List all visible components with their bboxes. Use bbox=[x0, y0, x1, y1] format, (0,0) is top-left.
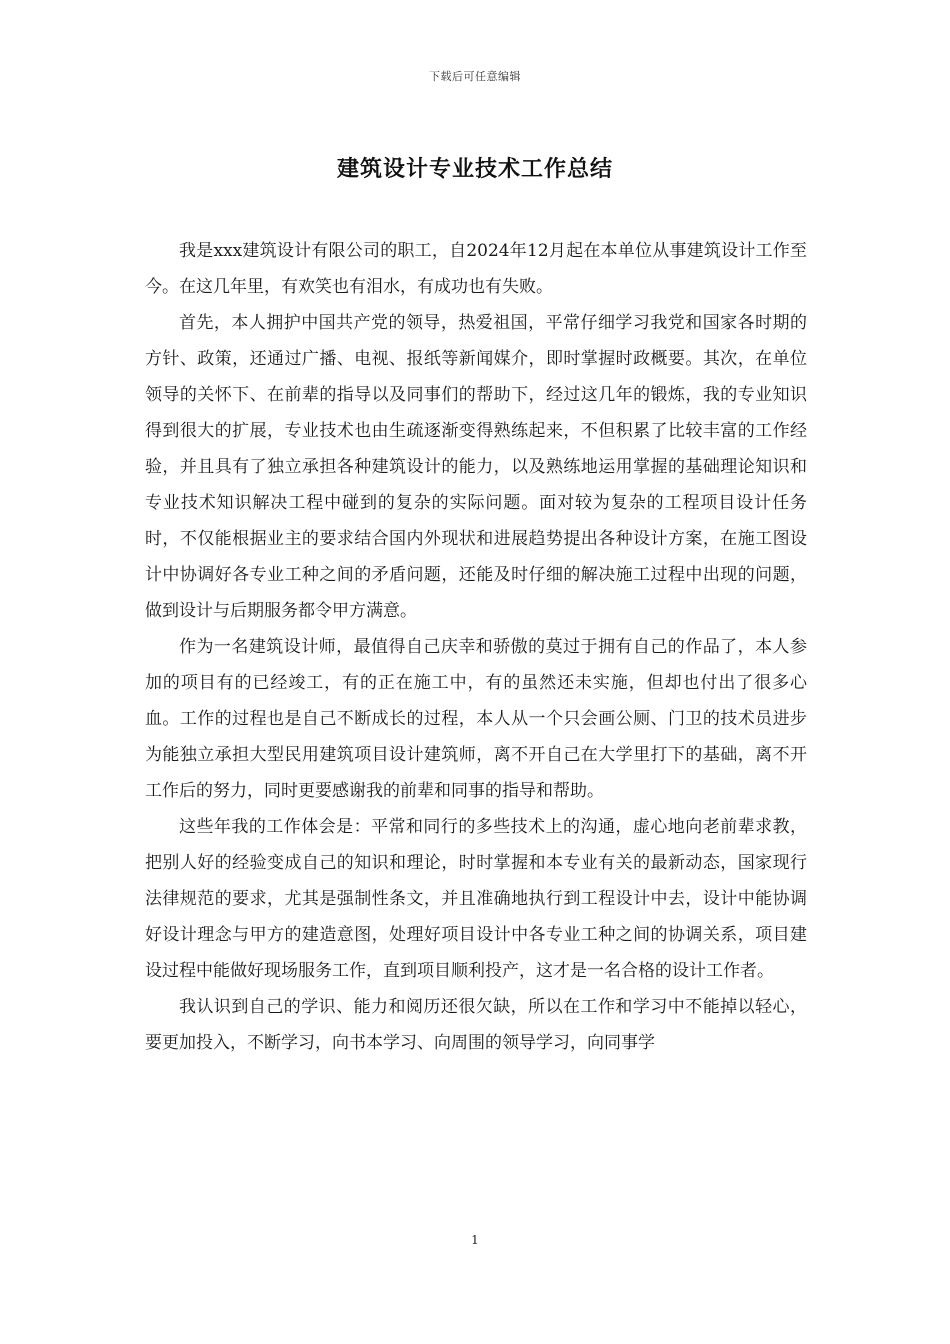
paragraph-shortcomings: 我认识到自己的学识、能力和阅历还很欠缺，所以在工作和学习中不能掉以轻心，要更加投入，不断学习，向书本学习、向周围的领导学习，向同事学 bbox=[145, 997, 807, 1053]
paragraph-political-and-skills: 首先，本人拥护中国共产党的领导，热爱祖国，平常仔细学习我党和国家各时期的方针、政策，还通过广播、电视、报纸等新闻媒介，即时掌握时政概要。其次，在单位领导的关怀下、在前辈的指导以及同事们的帮助下，经过这几年的锻炼，我的专业知识得到很大的扩展，专业技术也由生疏逐渐变得熟练起来，不但积累了比较丰富的工作经验，并且具有了独立承担各种建筑设计的能力，以及熟练地运用掌握的基础理论知识和专业技术知识解决工程中碰到的复杂的实际问题。面对较为复杂的工程项目设计任务时，不仅能根据业主的要求结合国内外现状和进展趋势提出各种设计方案，在施工图设计中协调好各专业工种之间的矛盾问题，还能及时仔细的解决施工过程中出现的问题，做到设计与后期服务都令甲方满意。 bbox=[145, 313, 807, 621]
page-number: 1 bbox=[471, 1233, 479, 1247]
document-body bbox=[145, 233, 807, 1061]
paragraph-experience: 这些年我的工作体会是：平常和同行的多些技术上的沟通，虚心地向老前辈求教，把别人好的经验变成自己的知识和理论，时时掌握和本专业有关的最新动态，国家现行法律规范的要求，尤其是强制性条文，并且准确地执行到工程设计中去，设计中能协调好设计理念与甲方的建造意图，处理好项目设计中各专业工种之间的协调关系，项目建设过程中能做好现场服务工作，直到项目顺利投产，这才是一名合格的设计工作者。 bbox=[145, 817, 807, 981]
paragraph-intro: 我是xxx建筑设计有限公司的职工，自2024年12月起在本单位从事建筑设计工作至今。在这几年里，有欢笑也有泪水，有成功也有失败。 bbox=[145, 241, 807, 297]
document-title: 建筑设计专业技术工作总结 bbox=[336, 156, 613, 182]
header-note: 下载后可任意编辑 bbox=[429, 70, 521, 83]
paragraph-works-and-growth: 作为一名建筑设计师，最值得自己庆幸和骄傲的莫过于拥有自己的作品了，本人参加的项目有的已经竣工，有的正在施工中，有的虽然还未实施，但却也付出了很多心血。工作的过程也是自己不断成长的过程，本人从一个只会画公厕、门卫的技术员进步为能独立承担大型民用建筑项目设计建筑师，离不开自己在大学里打下的基础，离不开工作后的努力，同时更要感谢我的前辈和同事的指导和帮助。 bbox=[145, 637, 807, 801]
